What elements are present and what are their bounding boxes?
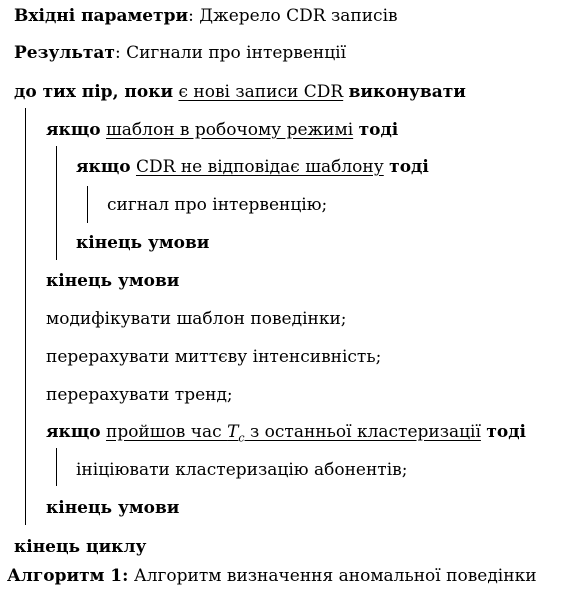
loop-header xyxy=(14,81,466,103)
if3-cond-pre: пройшов час xyxy=(105,422,228,442)
input-label: Вхідні параметри xyxy=(14,6,189,26)
if3-body: ініціювати кластеризацію абонентів; xyxy=(76,460,408,480)
if1-end: кінець умови xyxy=(46,271,180,291)
if1-body-bar xyxy=(56,146,57,260)
if3-body-bar xyxy=(56,448,57,486)
statement-2: перерахувати миттєву інтенсивність; xyxy=(46,347,382,367)
statement-1: модифікувати шаблон поведінки; xyxy=(46,309,347,329)
if3-end: кінець умови xyxy=(46,498,180,518)
if3-kw-if: якщо xyxy=(46,422,101,442)
input-text: Джерело CDR записів xyxy=(193,6,398,26)
if2-condition: CDR не відповідає шаблону xyxy=(135,157,384,177)
output-line xyxy=(14,42,346,64)
caption-text: Алгоритм визначення аномальної поведінки xyxy=(128,566,537,586)
loop-body-bar xyxy=(25,108,26,525)
if2-header xyxy=(76,156,429,178)
if2-kw-if: якщо xyxy=(76,157,131,177)
if2-body: сигнал про інтервенцію; xyxy=(107,195,328,215)
loop-condition: є нові записи CDR xyxy=(178,82,344,102)
if3-cond-post: з останньої кластеризації xyxy=(244,422,481,442)
input-sep: : xyxy=(188,6,194,26)
output-sep: : xyxy=(114,43,121,63)
output-text: Сигнали про інтервенції xyxy=(120,43,347,63)
if3-condition xyxy=(105,422,481,445)
if1-kw-then: тоді xyxy=(358,120,399,140)
if1-header xyxy=(46,119,398,141)
statement-3: перерахувати тренд; xyxy=(46,385,233,405)
if3-kw-then: тоді xyxy=(486,422,527,442)
input-line xyxy=(14,5,398,27)
loop-kw-do: виконувати xyxy=(348,82,466,102)
if3-math-sub: c xyxy=(238,431,245,445)
algorithm-caption xyxy=(7,565,537,587)
if3-header xyxy=(46,421,526,449)
if2-end: кінець умови xyxy=(76,233,210,253)
loop-end: кінець циклу xyxy=(14,537,147,557)
if2-body-bar xyxy=(87,186,88,223)
caption-label: Алгоритм 1: xyxy=(7,566,129,586)
if2-kw-then: тоді xyxy=(389,157,429,177)
if1-kw-if: якщо xyxy=(46,120,101,140)
if1-condition: шаблон в робочому режимі xyxy=(105,120,354,140)
output-label: Результат xyxy=(14,43,115,63)
loop-kw-start: до тих пір, поки xyxy=(14,82,174,102)
if3-math-var: T xyxy=(227,422,239,442)
